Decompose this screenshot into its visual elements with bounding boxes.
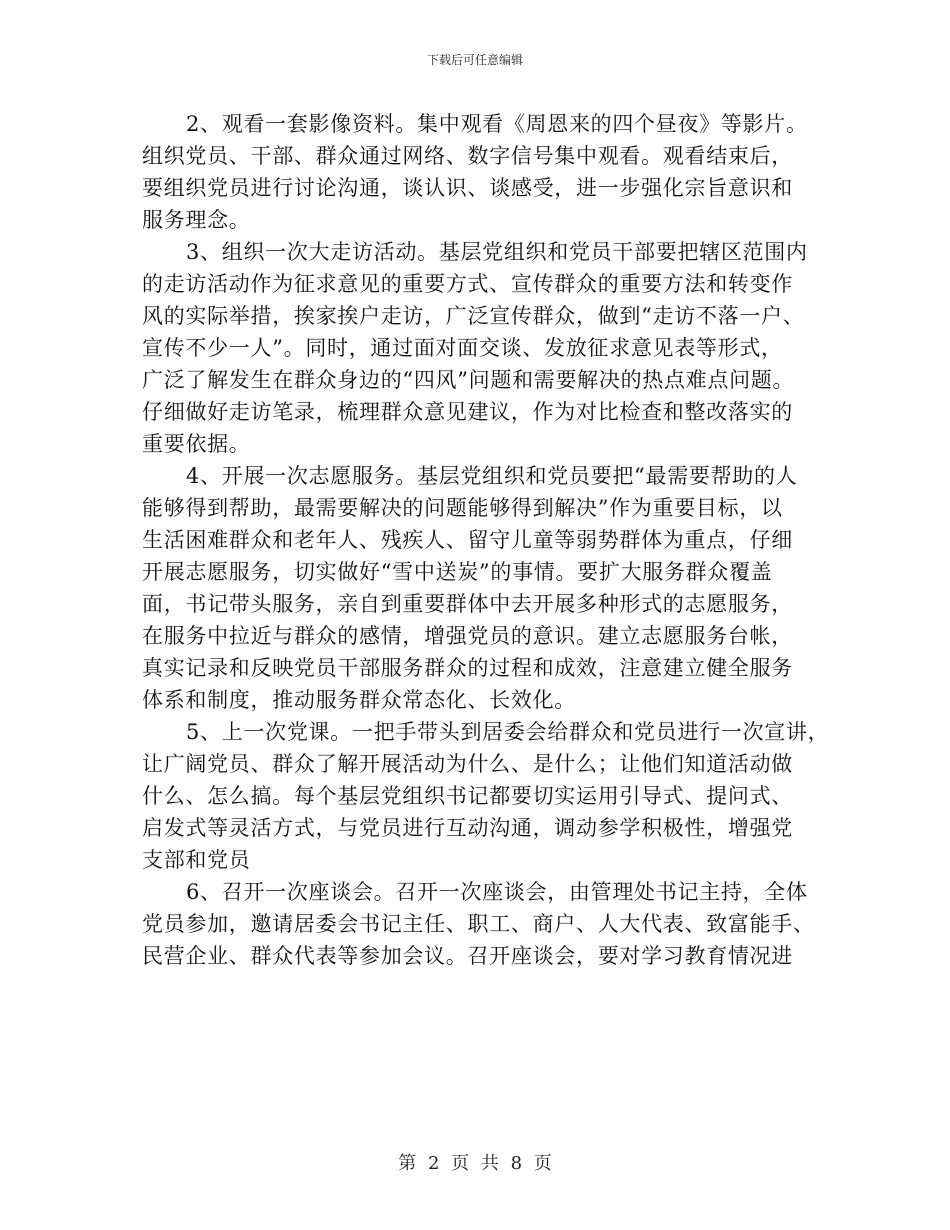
text-line: 宣传不少一人”。同时，通过面对面交谈、发放征求意见表等形式， (142, 336, 783, 360)
paragraph-item-4 (142, 460, 822, 716)
text-line: 5、上一次党课。一把手带头到居委会给群众和党员进行一次宣讲， (186, 720, 830, 744)
text-line: 广泛了解发生在群众身边的“四风”问题和需要解决的热点难点问题。 (142, 368, 795, 392)
text-line: 支部和党员 (142, 848, 251, 872)
text-line: 在服务中拉近与群众的感情，增强党员的意识。建立志愿服务台帐， (142, 624, 793, 648)
text-line: 重要依据。 (142, 432, 251, 456)
paragraph-item-5 (142, 716, 830, 876)
text-line: 组织党员、干部、群众通过网络、数字信号集中观看。观看结束后， (142, 144, 793, 168)
page-footer: 第 2 页 共 8 页 (398, 1153, 552, 1174)
text-line: 服务理念。 (142, 208, 251, 232)
text-line: 4、开展一次志愿服务。基层党组织和党员要把“最需要帮助的人 (186, 464, 798, 488)
text-line: 什么、怎么搞。每个基层党组织书记都要切实运用引导式、提问式、 (142, 784, 793, 808)
text-line: 生活困难群众和老年人、残疾人、留守儿童等弱势群体为重点，仔细 (142, 528, 793, 552)
paragraph-item-6 (142, 876, 822, 972)
text-line: 体系和制度，推动服务群众常态化、长效化。 (142, 688, 576, 712)
text-line: 党员参加，邀请居委会书记主任、职工、商户、人大代表、致富能手、 (142, 912, 815, 936)
paragraph-item-2 (142, 108, 822, 236)
text-line: 3、组织一次大走访活动。基层党组织和党员干部要把辖区范围内 (186, 240, 808, 264)
text-line: 启发式等灵活方式，与党员进行互动沟通，调动参学积极性，增强党 (142, 816, 793, 840)
page-header: 下载后可任意编辑 (426, 53, 523, 67)
text-line: 民营企业、群众代表等参加会议。召开座谈会，要对学习教育情况进 (142, 944, 793, 968)
text-line: 的走访活动作为征求意见的重要方式、宣传群众的重要方法和转变作 (142, 272, 793, 296)
text-line: 2、观看一套影像资料。集中观看《周恩来的四个昼夜》等影片。 (186, 112, 808, 136)
text-line: 能够得到帮助，最需要解决的问题能够得到解决”作为重要目标，以 (142, 496, 783, 520)
text-line: 6、召开一次座谈会。召开一次座谈会，由管理处书记主持，全体 (186, 880, 808, 904)
text-line: 仔细做好走访笔录，梳理群众意见建议，作为对比检查和整改落实的 (142, 400, 793, 424)
document-body (142, 108, 830, 972)
text-line: 风的实际举措，挨家挨户走访，广泛宣传群众，做到“走访不落一户、 (142, 304, 805, 328)
paragraph-item-3 (142, 236, 822, 460)
text-line: 开展志愿服务，切实做好“雪中送炭”的事情。要扩大服务群众覆盖 (142, 560, 773, 584)
text-line: 真实记录和反映党员干部服务群众的过程和成效，注意建立健全服务 (142, 656, 793, 680)
text-line: 要组织党员进行讨论沟通，谈认识、谈感受，进一步强化宗旨意识和 (142, 176, 793, 200)
text-line: 面，书记带头服务，亲自到重要群体中去开展多种形式的志愿服务， (142, 592, 793, 616)
text-line: 让广阔党员、群众了解开展活动为什么、是什么；让他们知道活动做 (142, 752, 793, 776)
